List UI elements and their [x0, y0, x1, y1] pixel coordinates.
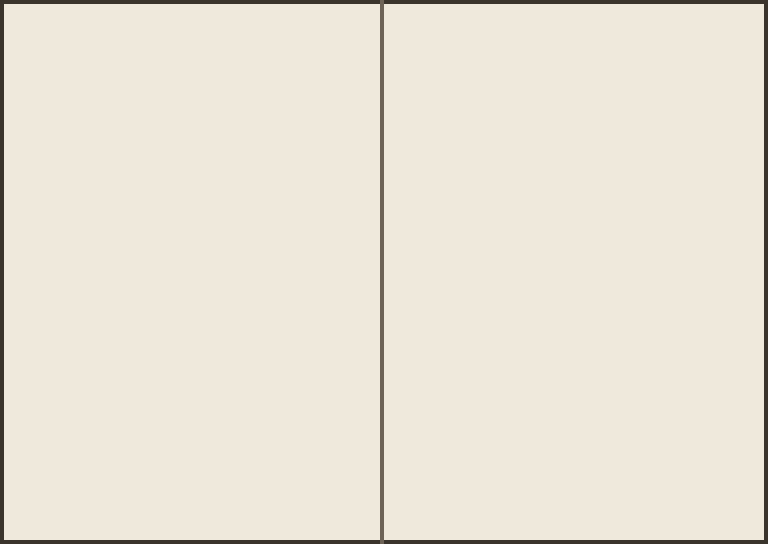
- page-right: [384, 4, 764, 540]
- page-left: [4, 4, 380, 540]
